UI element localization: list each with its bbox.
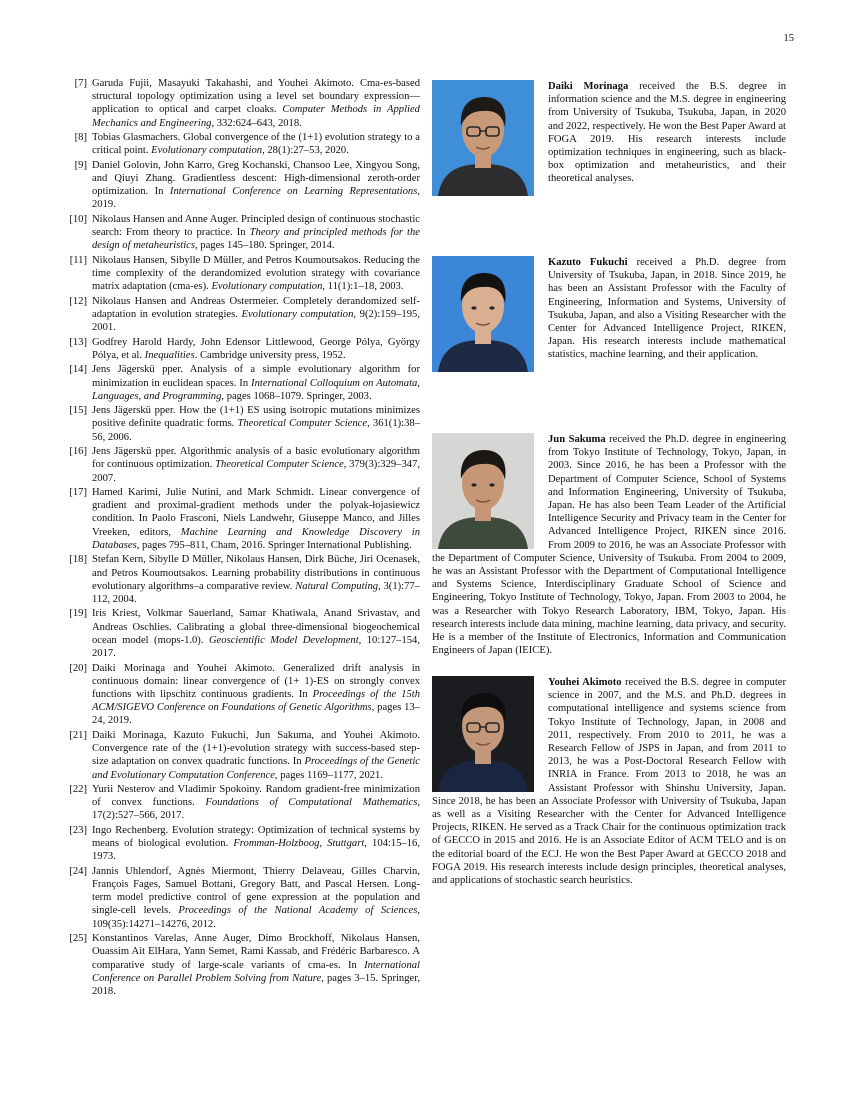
reference-segment: , 28(1):27–53, 2020. xyxy=(262,145,349,157)
reference-segment: , 104:15–16, 1973. xyxy=(92,838,420,863)
reference-text xyxy=(92,405,420,442)
author-bio-text: received the Ph.D. degree in engineering from Tokyo Institute of Technology, Tokyo, Japan, in 2003. Since 2016, he has been a Professor with the Department of Computer Science, School of Systems and Information Engineering, University of Tsukuba, Japan. He has also been Team Leader of the Artificial Intelligence Security and Privacy team in the Center for Advanced Intelligence Project, RIKEN since 2016. From 2009 to 2016, he was an Associate Professor with the Department of Computer Science, University of Tsukuba. From 2004 to 2009, he was an Assistant Professor with the Department of Computational Intelligence and Systems Science, Interdisciplinary Graduate School of Science and Engineering, Tokyo Institute of Technology, Tokyo, Japan. From 2003 to 2004, he was a Researcher with Tokyo Research Laboratory, IBM, Tokyo, Japan. His research interests include data mining, machine learning, data privacy, and security. He is a member of the Institute of Electronics, Information and Communication Engineers of Japan (IEICE). xyxy=(432,434,786,657)
photo-eye-left xyxy=(471,306,476,309)
reference-venue: Theoretical Computer Science xyxy=(237,418,368,430)
reference-item xyxy=(55,607,420,660)
reference-item xyxy=(55,932,420,998)
reference-item xyxy=(55,295,420,335)
author-name: Kazuto Fukuchi xyxy=(548,257,628,268)
reference-number: [20] xyxy=(69,662,87,674)
reference-item xyxy=(55,77,420,130)
reference-number: [24] xyxy=(69,865,87,877)
reference-item xyxy=(55,824,420,864)
reference-text xyxy=(92,255,420,292)
reference-text xyxy=(92,663,420,727)
reference-text xyxy=(92,78,420,129)
reference-venue: Geoscientific Model Development xyxy=(208,634,359,646)
reference-number: [7] xyxy=(74,78,87,89)
reference-segment: Nikolaus Hansen, Sibylle D Müller, and Petros Koumoutsakos. Reducing the time complexity of the derandomized evolution strategy with covariance matrix adaptation (cma-es). xyxy=(92,254,420,293)
reference-segment: Hamed Karimi, Julie Nutini, and Mark Schmidt. Linear convergence of gradient and proximal-gradient methods under the polyak-łojasiewicz condition. In Paolo Frasconi, Niels Landwehr, Giuseppe Manco, and Jilles Vreeken, editors, xyxy=(92,487,420,538)
reference-text xyxy=(92,554,420,605)
reference-segment: , 2019. xyxy=(92,186,420,211)
reference-number: [18] xyxy=(69,554,87,566)
reference-text xyxy=(92,132,420,156)
author-photo xyxy=(432,433,534,549)
author-name: Youhei Akimoto xyxy=(548,677,622,688)
reference-item xyxy=(55,445,420,485)
reference-segment: . Cambridge university press, 1952. xyxy=(194,349,346,361)
reference-text xyxy=(92,730,420,781)
reference-item xyxy=(55,404,420,444)
reference-segment: Ingo Rechenberg. Evolution strategy: Optimization of technical systems by means of biological evolution. xyxy=(92,824,420,850)
reference-item xyxy=(55,159,420,212)
reference-segment: Nikolaus Hansen and Anne Auger. Principled design of continuous stochastic search: From theory to practice. In xyxy=(92,213,420,239)
author-photo xyxy=(432,256,534,372)
reference-venue: Fromman-Holzboog, Stuttgart xyxy=(233,838,365,850)
reference-item xyxy=(55,336,420,362)
reference-venue: Natural Computing xyxy=(295,580,379,592)
reference-segment: Jens Jägerskü pper. How the (1+1) ES using isotropic mutations minimizes positive definite quadratic forms. xyxy=(92,405,420,430)
reference-segment: , pages 145–180. Springer, 2014. xyxy=(194,240,335,252)
reference-item xyxy=(55,254,420,294)
biography-kazuto-fukuchi xyxy=(432,256,786,374)
photo-eye-left xyxy=(471,483,476,486)
reference-text xyxy=(92,933,420,997)
reference-segment: , 109(35):14271–14276, 2012. xyxy=(92,905,420,930)
reference-venue: Theory and principled methods for the design of metaheuristics xyxy=(92,227,420,252)
biography-daiki-morinaga xyxy=(432,80,786,198)
reference-segment: Daniel Golovin, John Karro, Greg Kochanski, Chansoo Lee, Xingyou Song, and Qiuyi Zhang. Gradientless descent: High-dimensional zeroth-order optimization. In xyxy=(92,159,420,198)
reference-number: [10] xyxy=(69,213,87,225)
reference-segment: Stefan Kern, Sibylle D Müller, Nikolaus Hansen, Dirk Büche, Jiri Ocenasek, and Petros Koumoutsakos. Learning probability distributions in continuous evolutionary algorithms–a comparative review. xyxy=(92,554,420,592)
reference-number: [22] xyxy=(69,784,87,796)
reference-item xyxy=(55,363,420,403)
reference-segment: Iris Kriest, Volkmar Sauerland, Samar Khatiwala, Anand Srivastav, and Andreas Oschlies. Calibrating a global three-dimensional biogeochemical ocean model (mops-1.0). xyxy=(92,608,420,646)
reference-number: [8] xyxy=(74,132,87,144)
reference-text xyxy=(92,866,420,930)
reference-text xyxy=(92,608,420,659)
reference-text xyxy=(92,446,420,483)
reference-segment: , pages 13–24, 2019. xyxy=(92,702,420,727)
reference-item xyxy=(55,553,420,606)
reference-segment: Daiki Morinaga and Youhei Akimoto. Generalized drift analysis in continuous domain: linear convergence of (1+ 1)-ES on strongly convex functions with lipschitz continuous gradients. In xyxy=(92,662,420,700)
reference-segment: Jens Jägerskü pper. Analysis of a simple evolutionary algorithm for minimization in euclidean spaces. In xyxy=(92,364,420,389)
reference-segment: , pages 795–811, Cham, 2016. Springer International Publishing. xyxy=(136,539,412,551)
reference-segment: , 17(2):527–566, 2017. xyxy=(92,797,420,822)
reference-number: [19] xyxy=(69,608,87,620)
reference-item xyxy=(55,783,420,823)
reference-text xyxy=(92,296,420,333)
photo-eye-right xyxy=(489,483,494,486)
reference-text xyxy=(92,487,420,551)
reference-segment: Yurii Nesterov and Vladimir Spokoiny. Random gradient-free minimization of convex functions. xyxy=(92,784,420,809)
page-number: 15 xyxy=(783,33,794,44)
reference-venue: International Conference on Parallel Problem Solving from Nature xyxy=(92,959,420,984)
reference-segment: Tobias Glasmachers. Global convergence of the (1+1) evolution strategy to a critical point. xyxy=(92,132,420,157)
reference-number: [21] xyxy=(69,729,87,741)
reference-segment: Konstantinos Varelas, Anne Auger, Dimo Brockhoff, Nikolaus Hansen, Ouassim Ait ElHara, Yann Semet, Rami Kassab, and Frédéric Barbaresco. A comparative study of large-scale variants of cma-es. In xyxy=(92,933,420,971)
author-photo xyxy=(432,80,534,196)
reference-segment: , 11(1):1–18, 2003. xyxy=(322,281,404,293)
author-photo xyxy=(432,676,534,792)
reference-segment: , 3(1):77–112, 2004. xyxy=(92,580,420,605)
reference-text xyxy=(92,160,420,211)
reference-segment: , pages 1068–1079. Springer, 2003. xyxy=(221,390,372,402)
reference-item xyxy=(55,865,420,931)
reference-number: [14] xyxy=(69,364,87,376)
reference-number: [25] xyxy=(69,933,87,945)
reference-item xyxy=(55,729,420,782)
biography-youhei-akimoto xyxy=(432,676,786,887)
reference-venue: Machine Learning and Knowledge Discovery in Databases xyxy=(92,526,420,551)
reference-venue: Proceedings of the Genetic and Evolutionary Computation Conference xyxy=(92,756,420,781)
references-list xyxy=(55,77,420,999)
reference-item xyxy=(55,131,420,157)
reference-segment: Daiki Morinaga, Kazuto Fukuchi, Jun Sakuma, and Youhei Akimoto. Convergence rate of the (1+1)-evolution strategy with success-based step-size adaptation on convex quadratic functions. In xyxy=(92,729,420,768)
biography-jun-sakuma xyxy=(432,433,786,657)
reference-number: [12] xyxy=(69,295,87,307)
reference-text xyxy=(92,825,420,862)
reference-segment: , 361(1):38–56, 2006. xyxy=(92,418,420,443)
reference-venue: Theoretical Computer Science xyxy=(215,459,344,471)
reference-item xyxy=(55,486,420,552)
reference-text xyxy=(92,337,420,361)
reference-venue: Proceedings of the National Academy of Sciences xyxy=(178,905,418,917)
reference-segment: Nikolaus Hansen and Andreas Ostermeier. Completely derandomized self-adaptation in evolution strategies. xyxy=(92,295,420,320)
author-bio-text: received the B.S. degree in information science and the M.S. degree in engineering from University of Tsukuba, Tsukuba, Japan, in 2020 and 2022, respectively. He won the Best Paper Award at FOGA 2019. His research interests include optimization techniques in engineering, such as black-box optimization and metaheuristics, and their theoretical analyses. xyxy=(548,81,787,185)
reference-number: [23] xyxy=(69,824,87,836)
reference-venue: International Colloquium on Automata, Languages, and Programming xyxy=(92,377,420,402)
author-name: Jun Sakuma xyxy=(548,434,606,445)
reference-item xyxy=(55,213,420,253)
reference-segment: Godfrey Harold Hardy, John Edensor Littlewood, George Pólya, György Pólya, et al. xyxy=(92,336,420,361)
author-name: Daiki Morinaga xyxy=(548,81,629,92)
reference-text xyxy=(92,214,420,251)
reference-segment: Jens Jägerskü pper. Algorithmic analysis of a basic evolutionary algorithm for continuous optimization. xyxy=(92,446,420,471)
reference-venue: Computer Methods in Applied Mechanics and Engineering xyxy=(92,104,420,129)
reference-segment: , pages 1169–1177, 2021. xyxy=(274,769,384,781)
reference-venue: Inequalities xyxy=(144,349,195,361)
reference-text xyxy=(92,364,420,401)
reference-number: [9] xyxy=(74,159,87,171)
reference-segment: , 10:127–154, 2017. xyxy=(92,634,421,660)
reference-item xyxy=(55,662,420,728)
reference-number: [15] xyxy=(69,405,87,417)
reference-venue: Foundations of Computational Mathematics xyxy=(205,797,418,809)
author-bio-text: received a Ph.D. degree from University of Tsukuba, Japan, in 2018. Since 2019, he has been an Assistant Professor with the Faculty of Engineering, Information and Systems, University of Tsukuba, Japan, and also a Visiting Researcher with the Center for Advanced Intelligence Project, RIKEN, Japan. His research interests include mathematical statistics, machine learning, and their application. xyxy=(548,257,786,361)
reference-segment: , 332:624–643, 2018. xyxy=(211,117,302,129)
reference-venue: International Conference on Learning Representations xyxy=(169,186,418,198)
reference-segment: , 379(3):329–347, 2007. xyxy=(92,459,420,484)
reference-segment: Jannis Uhlendorf, Agnès Miermont, Thierry Delaveau, Gilles Charvin, François Fages, Samuel Bottani, Gregory Batt, and Pascal Hersen. Long-term model predictive control of gene expression at the population and single-cell levels. xyxy=(92,865,420,917)
reference-number: [16] xyxy=(69,446,87,458)
reference-number: [17] xyxy=(69,487,87,499)
reference-text xyxy=(92,784,420,821)
reference-venue: Evolutionary computation xyxy=(241,308,354,320)
reference-segment: , 9(2):159–195, 2001. xyxy=(92,308,420,334)
photo-eye-right xyxy=(489,306,494,309)
author-bio-text: received the B.S. degree in computer science in 2007, and the M.S. and Ph.D. degrees in computational intelligence and systems science from Tokyo Institute of Technology, Japan, in 2008 and 2011, respectively. From 2010 to 2011, he was a Research Fellow of JSPS in Japan, and from 2011 to 2013, he was a Post-Doctoral Research Fellow with INRIA in France. From 2013 to 2018, he was an Assistant Professor with Shinshu University, Japan. Since 2018, he has been an Associate Professor with University of Tsukuba, Japan as well as a Visiting Researcher with the Center for Advanced Intelligence Projects, RIKEN. He served as a Track Chair for the continuous optimization track of GECCO in 2015 and 2016. He is an Associate Editor of ACM TELO and is on the editorial board of the ECJ. He won the Best Paper Award at GECCO 2018 and FOGA 2019. His research interests include design principles, theoretical analyses, and applications of stochastic search heuristics. xyxy=(432,677,787,887)
reference-venue: Evolutionary computation xyxy=(151,145,263,157)
reference-segment: Garuda Fujii, Masayuki Takahashi, and Youhei Akimoto. Cma-es-based structural topology optimization using a level set boundary expression—application to optical and carpet cloaks. xyxy=(92,78,420,116)
reference-venue: Evolutionary computation xyxy=(211,281,323,293)
reference-segment: , pages 3–15. Springer, 2018. xyxy=(92,972,420,997)
reference-number: [13] xyxy=(69,336,87,348)
reference-venue: Proceedings of the 15th ACM/SIGEVO Conference on Foundations of Genetic Algorithms xyxy=(92,689,420,714)
reference-number: [11] xyxy=(69,254,87,266)
